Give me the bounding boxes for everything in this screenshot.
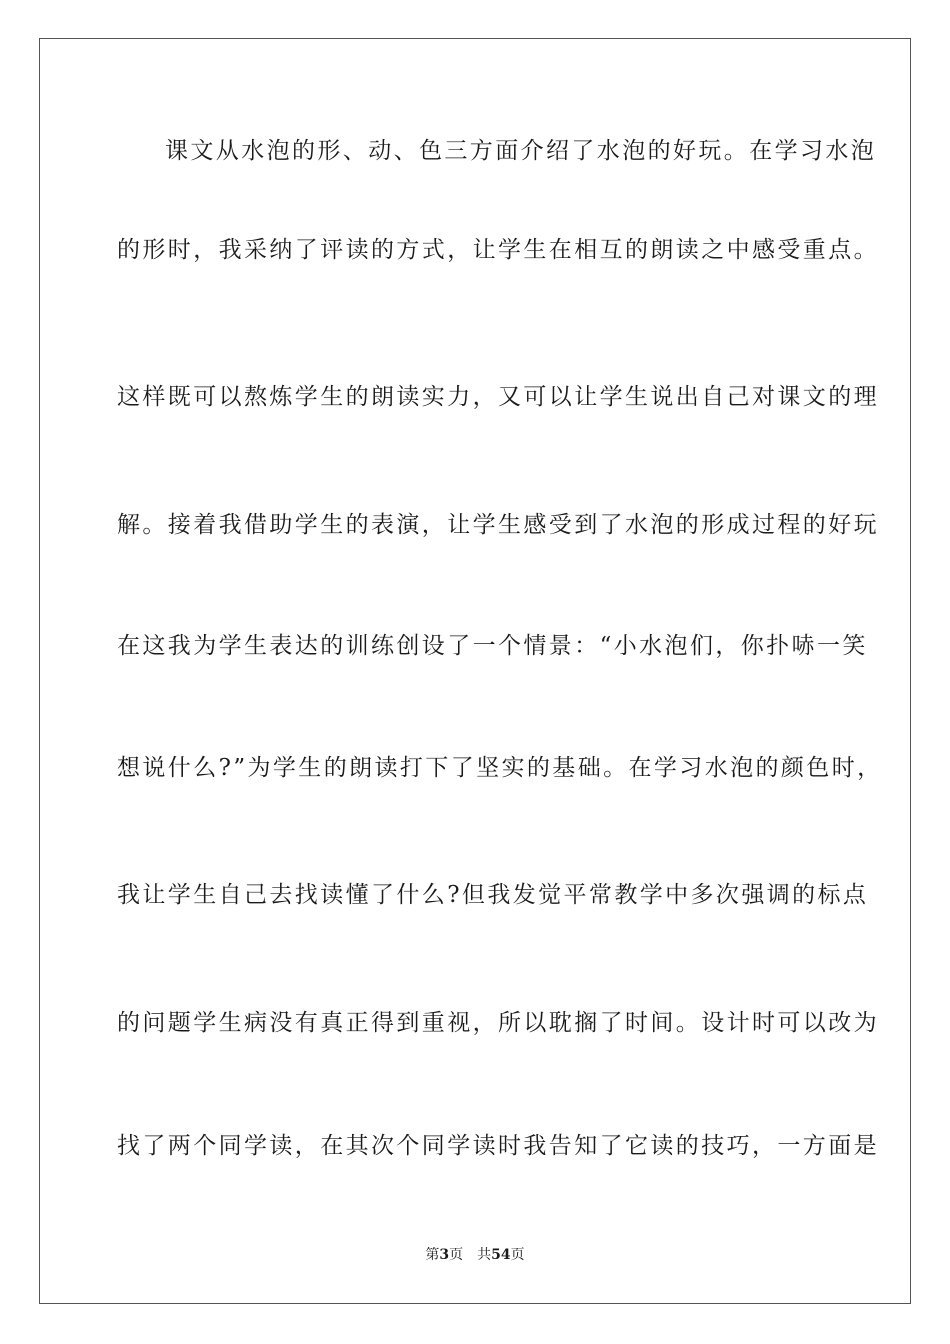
body-text-line: 解。接着我借助学生的表演，让学生感受到了水泡的形成过程的好玩 (117, 512, 879, 538)
body-text-line: 找了两个同学读，在其次个同学读时我告知了它读的技巧，一方面是 (117, 1133, 879, 1159)
page-number-suffix: 页 (449, 1247, 464, 1263)
body-text-line: 在这我为学生表达的训练创设了一个情景：“小水泡们，你扑哧一笑 (117, 633, 868, 659)
page-number-prefix: 第 (425, 1247, 440, 1263)
page-footer (0, 1246, 950, 1264)
body-text-line: 我让学生自己去找读懂了什么?但我发觉平常教学中多次强调的标点 (117, 882, 869, 908)
total-page-count: 54 (491, 1247, 511, 1263)
body-text-line: 想说什么?”为学生的朗读打下了坚实的基础。在学习水泡的颜色时， (117, 755, 883, 781)
current-page-number: 3 (439, 1247, 450, 1263)
body-text-line: 的形时，我采纳了评读的方式，让学生在相互的朗读之中感受重点。 (117, 237, 879, 263)
body-text-line: 课文从水泡的形、动、色三方面介绍了水泡的好玩。在学习水泡 (165, 138, 877, 164)
total-pages-suffix: 页 (510, 1247, 525, 1263)
body-text-line: 这样既可以熬炼学生的朗读实力，又可以让学生说出自己对课文的理 (117, 384, 879, 410)
body-text-line: 的问题学生病没有真正得到重视，所以耽搁了时间。设计时可以改为 (117, 1010, 879, 1036)
total-pages-prefix: 共 (477, 1247, 492, 1263)
page-border (39, 38, 911, 1304)
